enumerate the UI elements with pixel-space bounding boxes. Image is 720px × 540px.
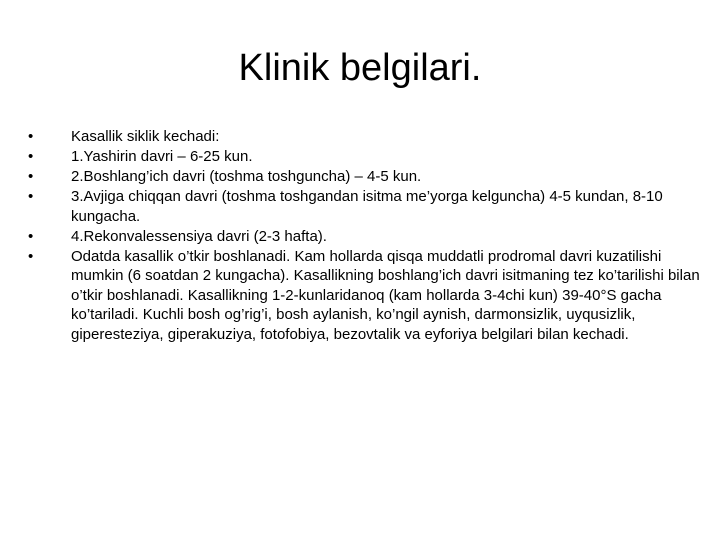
bullet-dot-icon: • <box>28 168 34 185</box>
bullet-dot-icon: • <box>28 128 34 145</box>
bullet-text: Kasallik siklik kechadi: <box>71 128 220 145</box>
bullet-text: Odatda kasallik o’tkir boshlanadi. Kam hollarda qisqa muddatli prodromal davri kuzatilishi mumkin (6 soatdan 2 kungacha). Kasallikning boshlang’ich davri isitmaning tez ko’tarilishi bilan o’tkir boshlanadi. Kasallikning 1-2-kunlaridanoq (kam hollarda 3-4chi kun) 39-40°S gacha ko’tariladi. Kuchli bosh og’rig’i, bosh aylanish, ko’ngil aynish, darmonsizlik, uyqusizlik, giperesteziya, giperakuziya, fotofobiya, bezovtalik va eyforiya belgilari bilan kechadi. <box>71 247 700 343</box>
bullet-item <box>28 227 700 247</box>
bullet-item <box>28 187 700 226</box>
bullet-dot-icon: • <box>28 148 34 165</box>
bullet-item <box>28 167 700 187</box>
bullet-dot-icon: • <box>28 188 34 205</box>
bullet-dot-icon: • <box>28 247 34 265</box>
bullet-text: 1.Yashirin davri – 6-25 kun. <box>71 148 253 165</box>
bullet-text: 3.Avjiga chiqqan davri (toshma toshgandan isitma me’yorga kelguncha) 4-5 kundan, 8-10 kungacha. <box>71 188 663 225</box>
slide-title: Klinik belgilari. <box>238 47 482 89</box>
bullet-text: 4.Rekonvalessensiya davri (2-3 hafta). <box>71 227 327 245</box>
bullet-item <box>28 147 700 167</box>
bullet-item <box>28 127 700 147</box>
bullet-item <box>28 247 700 345</box>
bullet-text: 2.Boshlang’ich davri (toshma toshguncha) – 4-5 kun. <box>71 168 422 185</box>
bullet-list <box>28 127 700 345</box>
bullet-dot-icon: • <box>28 227 34 245</box>
